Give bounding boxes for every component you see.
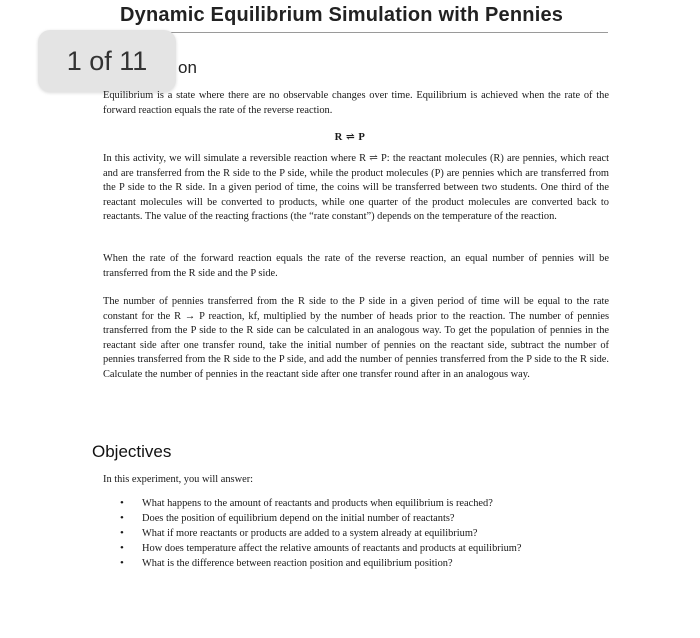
bullet-icon: •: [120, 527, 124, 539]
objective-text: Does the position of equilibrium depend on the initial number of reactants?: [142, 513, 455, 524]
objective-text: What is the difference between reaction position and equilibrium position?: [142, 558, 453, 569]
page-indicator: 1 of 11: [38, 30, 176, 92]
objective-text: What happens to the amount of reactants and products when equilibrium is reached?: [142, 498, 493, 509]
bullet-icon: •: [120, 542, 124, 554]
intro-paragraph-4: The number of pennies transferred from the R side to the P side in a given period of time will be equal to the rate constant for the R → P reaction, kf, multiplied by the number of heads prior to the reaction. The number of pennies transferred from the P side to the R side can be calculated in an analogous way. To get the population of pennies in the reactant side after one transfer round, take the initial number of pennies on the reactant side, subtract the number of pennies transferred from the R side to the P side, and add the number of pennies transferred from the P side to the R side. Calculate the number of pennies in the reactant side after one transfer round after in an analogous way.: [103, 296, 609, 380]
section-heading-fragment: on: [178, 58, 197, 77]
intro-paragraph-2: In this activity, we will simulate a reversible reaction where R ⇌ P: the reactant molecules (R) are pennies, which react and are transferred from the R side to the P side, while the product molecules (P) are pennies which are transferred from the P side to the R side. In a given period of time, the coins will be transferred between two students. One third of the reactant molecules will be converted to products, while one quarter of the product molecules are converted back to reactants. The value of the reacting fractions (the “rate constant”) depends on the temperature of the reaction.: [103, 153, 609, 223]
list-item: [120, 541, 522, 556]
intro-paragraph-3: When the rate of the forward reaction equals the rate of the reverse reaction, an equal number of pennies will be transferred from the R side and the P side.: [103, 253, 609, 279]
objectives-list: [120, 496, 522, 571]
list-item: [120, 556, 522, 571]
objectives-heading: Objectives: [92, 442, 172, 461]
document-title: Dynamic Equilibrium Simulation with Pennies: [120, 4, 564, 26]
list-item: [120, 526, 522, 541]
objective-text: How does temperature affect the relative amounts of reactants and products at equilibrium?: [142, 543, 522, 554]
bullet-icon: •: [120, 497, 124, 509]
objectives-intro: In this experiment, you will answer:: [103, 474, 254, 485]
reaction-equation: R ⇌ P: [334, 132, 366, 143]
bullet-icon: •: [120, 557, 124, 569]
intro-paragraph-1: Equilibrium is a state where there are no observable changes over time. Equilibrium is achieved when the rate of the forward reaction equals the rate of the reverse reaction.: [103, 90, 609, 116]
list-item: [120, 496, 522, 511]
list-item: [120, 511, 522, 526]
objective-text: What if more reactants or products are added to a system already at equilibrium?: [142, 528, 478, 539]
bullet-icon: •: [120, 512, 124, 524]
title-divider: [112, 32, 608, 33]
